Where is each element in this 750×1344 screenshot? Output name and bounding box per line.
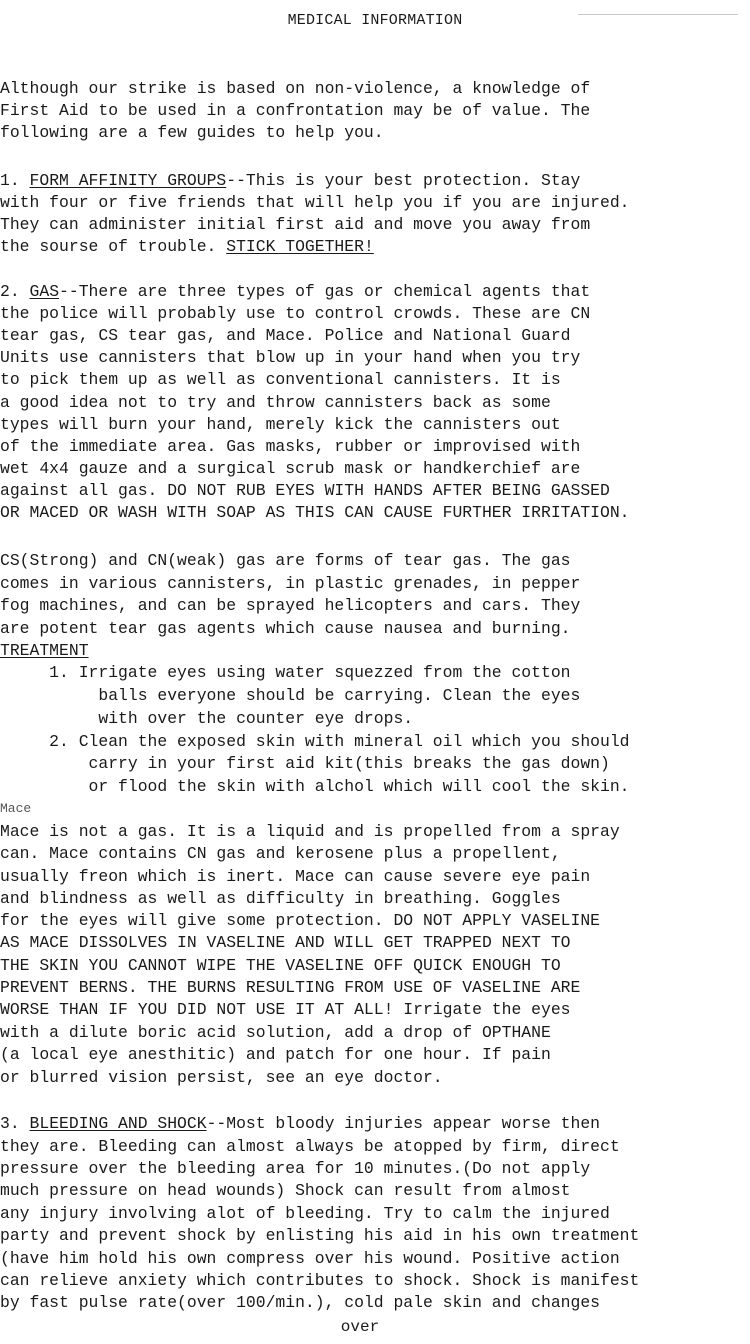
- section-3-first-line: [0, 1113, 600, 1136]
- stick-together-emphasis: STICK TOGETHER!: [226, 237, 374, 256]
- section-3-line: pressure over the bleeding area for 10 minutes.(Do not apply: [0, 1159, 591, 1178]
- treatment-item: carry in your first aid kit(this breaks the gas down): [0, 754, 610, 773]
- section-2-line: types will burn your hand, merely kick the cannisters out: [0, 415, 561, 434]
- section-2-line: a good idea not to try and throw cannisters back as some: [0, 393, 551, 412]
- section-2-line: the police will probably use to control crowds. These are CN: [0, 304, 591, 323]
- mace-line: PREVENT BERNS. THE BURNS RESULTING FROM USE OF VASELINE ARE: [0, 978, 581, 997]
- section-2-line: OR MACED OR WASH WITH SOAP AS THIS CAN CAUSE FURTHER IRRITATION.: [0, 503, 630, 522]
- section-number: 3.: [0, 1114, 30, 1133]
- treatment-item: 2. Clean the exposed skin with mineral oil which you should: [0, 732, 630, 751]
- cs-cn-line: CS(Strong) and CN(weak) gas are forms of tear gas. The gas: [0, 551, 571, 570]
- section-text: --There are three types of gas or chemical agents that: [59, 282, 591, 301]
- mace-line: and blindness as well as difficulty in breathing. Goggles: [0, 889, 561, 908]
- mace-line: (a local eye anesthitic) and patch for one hour. If pain: [0, 1045, 551, 1064]
- intro-line: Although our strike is based on non-violence, a knowledge of: [0, 79, 591, 98]
- mace-line: or blurred vision persist, see an eye doctor.: [0, 1068, 443, 1087]
- mace-marker: Mace: [0, 801, 32, 816]
- mace-line: AS MACE DISSOLVES IN VASELINE AND WILL GET TRAPPED NEXT TO: [0, 933, 571, 952]
- mace-line: with a dilute boric acid solution, add a drop of OPTHANE: [0, 1023, 551, 1042]
- section-2-line: against all gas. DO NOT RUB EYES WITH HANDS AFTER BEING GASSED: [0, 481, 610, 500]
- mace-line: for the eyes will give some protection. DO NOT APPLY VASELINE: [0, 911, 600, 930]
- section-number: 1.: [0, 171, 30, 190]
- intro-line: following are a few guides to help you.: [0, 123, 384, 142]
- section-3-line: can relieve anxiety which contributes to shock. Shock is manifest: [0, 1271, 640, 1290]
- mace-line: WORSE THAN IF YOU DID NOT USE IT AT ALL! Irrigate the eyes: [0, 1000, 571, 1019]
- cs-cn-line: are potent tear gas agents which cause nausea and burning.: [0, 619, 571, 638]
- page-footer-over: over: [340, 1318, 380, 1336]
- cs-cn-line: comes in various cannisters, in plastic grenades, in pepper: [0, 574, 581, 593]
- mace-line: Mace is not a gas. It is a liquid and is propelled from a spray: [0, 822, 620, 841]
- section-3-line: they are. Bleeding can almost always be atopped by firm, direct: [0, 1137, 620, 1156]
- section-heading: BLEEDING AND SHOCK: [29, 1114, 207, 1133]
- cs-cn-line: fog machines, and can be sprayed helicopters and cars. They: [0, 596, 581, 615]
- section-1-line: They can administer initial first aid and move you away from: [0, 215, 591, 234]
- section-1-line: with four or five friends that will help you if you are injured.: [0, 193, 630, 212]
- section-3-line: by fast pulse rate(over 100/min.), cold pale skin and changes: [0, 1293, 600, 1312]
- treatment-item: or flood the skin with alchol which will cool the skin.: [0, 777, 630, 796]
- page-title: MEDICAL INFORMATION: [287, 12, 463, 29]
- section-text: --Most bloody injuries appear worse then: [206, 1114, 601, 1133]
- section-3-line: much pressure on head wounds) Shock can result from almost: [0, 1181, 571, 1200]
- section-3-line: (have him hold his own compress over his wound. Positive action: [0, 1249, 620, 1268]
- treatment-item: 1. Irrigate eyes using water squezzed from the cotton: [0, 663, 571, 682]
- treatment-item: balls everyone should be carrying. Clean the eyes: [0, 686, 581, 705]
- section-2-line: wet 4x4 gauze and a surgical scrub mask or handkerchief are: [0, 459, 581, 478]
- treatment-item: with over the counter eye drops.: [0, 709, 414, 728]
- section-number: 2.: [0, 282, 30, 301]
- section-2-line: to pick them up as well as conventional cannisters. It is: [0, 370, 561, 389]
- section-text: the sourse of trouble.: [0, 237, 227, 256]
- treatment-heading: TREATMENT: [0, 641, 89, 660]
- section-2-line: of the immediate area. Gas masks, rubber or improvised with: [0, 437, 581, 456]
- section-text: --This is your best protection. Stay: [226, 171, 581, 190]
- section-heading: FORM AFFINITY GROUPS: [29, 171, 227, 190]
- section-3-line: any injury involving alot of bleeding. Try to calm the injured: [0, 1204, 610, 1223]
- section-2-first-line: [0, 281, 590, 304]
- mace-line: THE SKIN YOU CANNOT WIPE THE VASELINE OFF QUICK ENOUGH TO: [0, 956, 561, 975]
- section-heading: GAS: [29, 282, 60, 301]
- section-2-line: Units use cannisters that blow up in your hand when you try: [0, 348, 581, 367]
- mace-line: usually freon which is inert. Mace can cause severe eye pain: [0, 867, 591, 886]
- section-3-line: party and prevent shock by enlisting his aid in his own treatment: [0, 1226, 640, 1245]
- mace-line: can. Mace contains CN gas and kerosene plus a propellent,: [0, 844, 561, 863]
- intro-line: First Aid to be used in a confrontation may be of value. The: [0, 101, 591, 120]
- section-1-first-line: [0, 170, 580, 193]
- section-1-last-line: [0, 236, 374, 259]
- section-2-line: tear gas, CS tear gas, and Mace. Police and National Guard: [0, 326, 571, 345]
